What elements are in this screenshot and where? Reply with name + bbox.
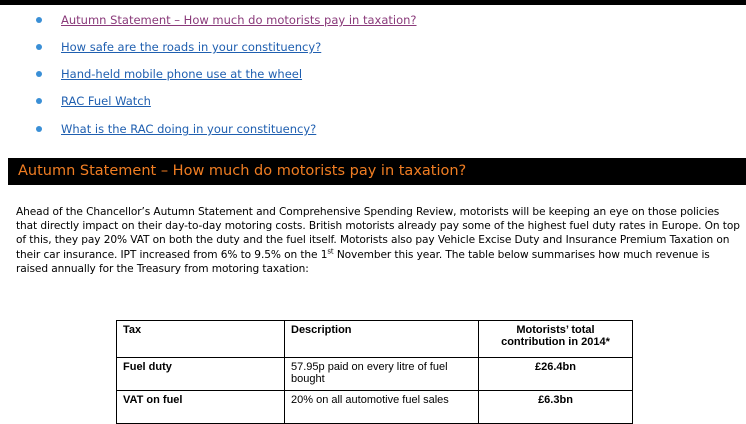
link-road-safety[interactable]: How safe are the roads in your constituency? bbox=[61, 40, 322, 54]
bullet-icon bbox=[36, 71, 42, 77]
list-item bbox=[0, 92, 700, 112]
cell-total: £6.3bn bbox=[479, 391, 633, 424]
table-row bbox=[117, 358, 633, 391]
list-item bbox=[0, 11, 700, 31]
header-contribution: Motorists’ total contribution in 2014* bbox=[479, 321, 633, 358]
list-item bbox=[0, 38, 700, 58]
cell-tax: VAT on fuel bbox=[117, 391, 285, 424]
section-title: Autumn Statement – How much do motorists pay in taxation? bbox=[18, 163, 467, 179]
section-header-bar bbox=[8, 158, 746, 185]
bullet-icon bbox=[36, 98, 42, 104]
intro-paragraph bbox=[16, 205, 742, 276]
header-tax: Tax bbox=[117, 321, 285, 358]
link-rac-constituency[interactable]: What is the RAC doing in your constituency? bbox=[61, 122, 317, 136]
list-item bbox=[0, 120, 700, 140]
top-divider-bar bbox=[0, 0, 746, 5]
link-autumn-statement[interactable]: Autumn Statement – How much do motorists pay in taxation? bbox=[61, 13, 417, 27]
header-description: Description bbox=[285, 321, 479, 358]
table-header-row bbox=[117, 321, 633, 358]
intro-ordinal-suffix: st bbox=[327, 247, 334, 256]
bullet-icon bbox=[36, 44, 42, 50]
cell-description: 20% on all automotive fuel sales bbox=[285, 391, 479, 424]
cell-tax: Fuel duty bbox=[117, 358, 285, 391]
bullet-icon bbox=[36, 126, 42, 132]
intro-text-part-2: November this year. The table below summarises how much revenue is raised annually for the Treasury from motoring taxation: bbox=[16, 248, 710, 275]
link-rac-fuel-watch[interactable]: RAC Fuel Watch bbox=[61, 94, 151, 108]
motoring-tax-table bbox=[116, 320, 633, 424]
bullet-icon bbox=[36, 17, 42, 23]
list-item bbox=[0, 65, 700, 85]
cell-total: £26.4bn bbox=[479, 358, 633, 391]
cell-description: 57.95p paid on every litre of fuel bought bbox=[285, 358, 479, 391]
link-mobile-phone-use[interactable]: Hand-held mobile phone use at the wheel bbox=[61, 67, 303, 81]
intro-text-part-1: Ahead of the Chancellor’s Autumn Statement and Comprehensive Spending Review, motorists will be keeping an eye on those policies that directly impact on their day-to-day motoring costs. British motorists already pay some of the highest fuel duty rates in Europe. On top of this, they pay 20% VAT on both the duty and the fuel itself. Motorists also pay Vehicle Excise Duty and Insurance Premium Taxation on their car insurance. IPT increased from 6% to 9.5% on the 1 bbox=[16, 206, 740, 261]
